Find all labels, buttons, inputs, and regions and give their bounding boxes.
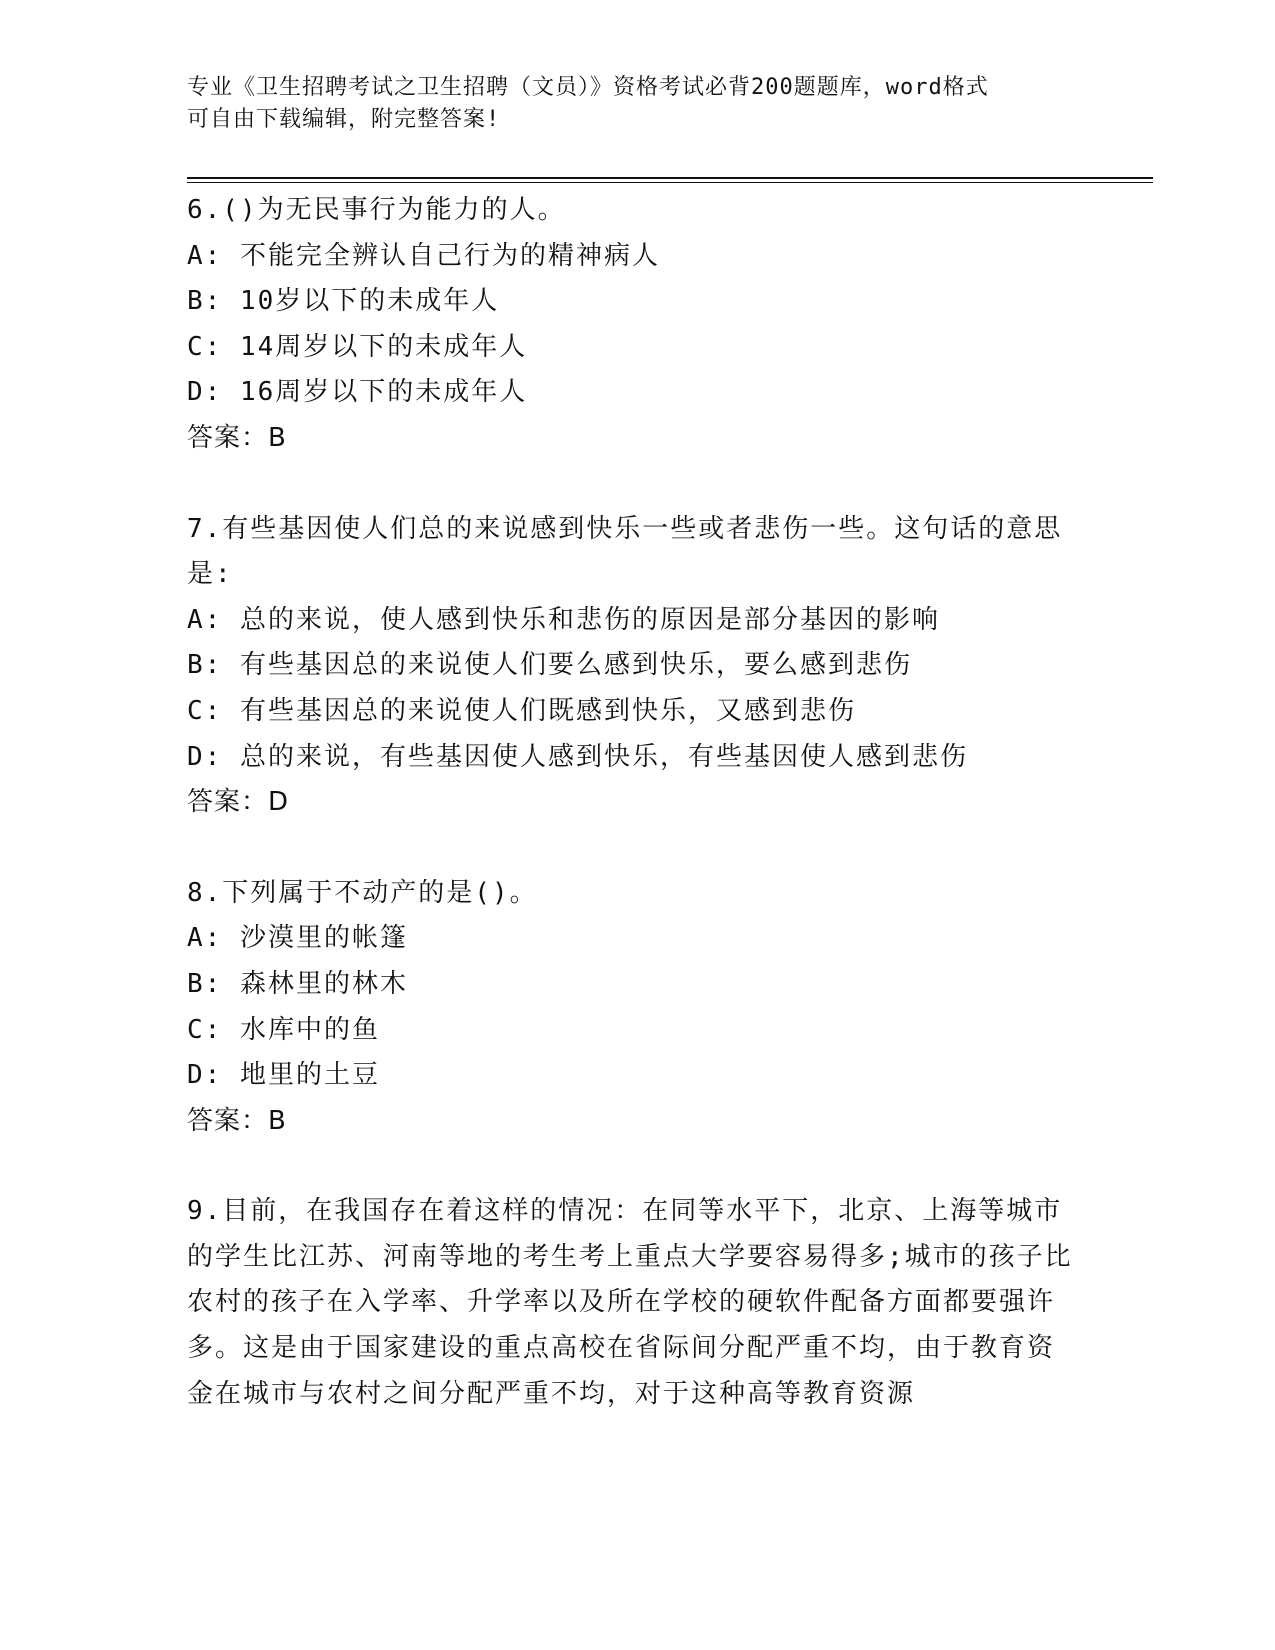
option-a: A: 总的来说，使人感到快乐和悲伤的原因是部分基因的影响 <box>187 604 940 635</box>
option-c: C: 14周岁以下的未成年人 <box>187 331 528 362</box>
question-7 <box>187 507 1077 826</box>
header-line-1: 专业《卫生招聘考试之卫生招聘（文员）》资格考试必背200题题库，word格式 <box>187 75 989 100</box>
question-stem: 7.有些基因使人们总的来说感到快乐一些或者悲伤一些。这句话的意思是: <box>187 513 1063 590</box>
option-d: D: 16周岁以下的未成年人 <box>187 377 528 408</box>
answer-label: 答案：B <box>187 422 287 453</box>
option-a: A: 不能完全辨认自己行为的精神病人 <box>187 240 660 271</box>
question-stem: 9.目前，在我国存在着这样的情况：在同等水平下，北京、上海等城市的学生比江苏、河南等地的考生考上重点大学要容易得多;城市的孩子比农村的孩子在入学率、升学率以及所在学校的硬软件配备方面都要强许多。这是由于国家建设的重点高校在省际间分配严重不均，由于教育资金在城市与农村之间分配严重不均，对于这种高等教育资源 <box>187 1196 1073 1409</box>
header-line-2: 可自由下载编辑，附完整答案! <box>187 107 501 132</box>
header-divider <box>187 177 1153 183</box>
option-c: C: 有些基因总的来说使人们既感到快乐，又感到悲伤 <box>187 695 856 726</box>
question-9 <box>187 1189 1077 1417</box>
question-stem: 6.()为无民事行为能力的人。 <box>187 195 566 225</box>
option-b: B: 有些基因总的来说使人们要么感到快乐，要么感到悲伤 <box>187 650 912 681</box>
question-list <box>187 188 1077 1462</box>
question-stem: 8.下列属于不动产的是()。 <box>187 877 538 908</box>
question-8 <box>187 871 1077 1145</box>
document-header <box>187 72 1067 136</box>
option-c: C: 水库中的鱼 <box>187 1014 380 1045</box>
option-d: D: 地里的土豆 <box>187 1060 380 1091</box>
option-b: B: 森林里的林木 <box>187 968 408 999</box>
option-d: D: 总的来说，有些基因使人感到快乐，有些基因使人感到悲伤 <box>187 741 968 772</box>
question-6 <box>187 188 1077 462</box>
option-a: A: 沙漠里的帐篷 <box>187 923 408 954</box>
answer-label: 答案：D <box>187 787 290 818</box>
option-b: B: 10岁以下的未成年人 <box>187 286 500 317</box>
answer-label: 答案：B <box>187 1105 287 1136</box>
